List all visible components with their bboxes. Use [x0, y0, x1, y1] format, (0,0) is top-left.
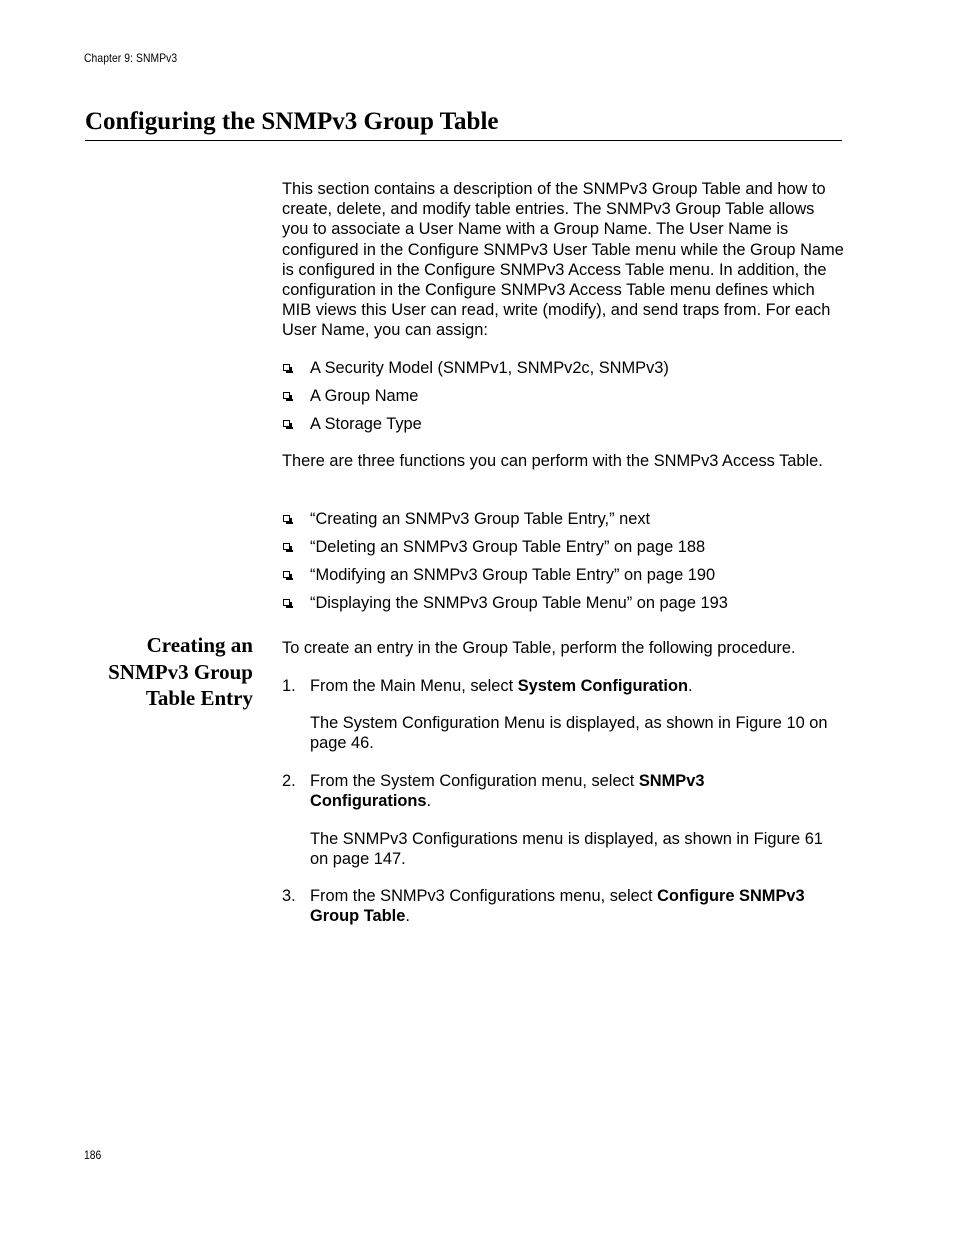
functions-list	[282, 509, 844, 621]
step-number: 3.	[282, 887, 296, 905]
page-title: Configuring the SNMPv3 Group Table	[85, 108, 499, 135]
list-item	[282, 386, 844, 414]
menu-option: SNMPv3 Configurations	[310, 772, 705, 811]
checkbox-bullet-icon	[283, 543, 290, 550]
list-item-text: A Storage Type	[310, 415, 422, 433]
section-heading-line: Table Entry	[145, 686, 253, 710]
checkbox-bullet-icon	[283, 392, 290, 399]
section-intro-text: To create an entry in the Group Table, perform the following procedure.	[282, 639, 796, 657]
step-text: From the System Configuration menu, select SNMPv3 Configurations.	[310, 772, 705, 811]
menu-option: System Configuration	[517, 677, 688, 695]
page-number: 186	[84, 1148, 102, 1162]
section-heading-line: SNMPv3 Group	[108, 659, 253, 684]
step-1-note: The System Configuration Menu is displayed, as shown in Figure 10 on page 46.	[310, 714, 828, 753]
section-heading	[60, 632, 253, 712]
function-link[interactable]: “Creating an SNMPv3 Group Table Entry,” next	[310, 510, 651, 528]
intro-paragraph	[282, 179, 844, 341]
checkbox-bullet-icon	[283, 515, 290, 522]
checkbox-bullet-icon	[283, 420, 290, 427]
assign-list	[282, 358, 844, 442]
step-text: From the Main Menu, select System Configuration.	[310, 677, 693, 695]
checkbox-bullet-icon	[283, 364, 290, 371]
list-item	[282, 537, 844, 565]
step-text: From the SNMPv3 Configurations menu, select Configure SNMPv3 Group Table.	[310, 887, 805, 926]
checkbox-bullet-icon	[283, 599, 290, 606]
list-item	[282, 414, 844, 442]
list-item	[282, 593, 844, 621]
functions-paragraph	[282, 451, 844, 471]
list-item	[282, 565, 844, 593]
list-item-text: A Security Model (SNMPv1, SNMPv2c, SNMPv3)	[310, 359, 669, 377]
step-2-note: The SNMPv3 Configurations menu is displayed, as shown in Figure 61 on page 147.	[310, 830, 823, 869]
section-intro	[282, 638, 844, 658]
intro-text: This section contains a description of the SNMPv3 Group Table and how to create, delete, and modify table entries. The SNMPv3 Group Table allows you to associate a User Name with a Group Name. The User Name is configured in the Configure SNMPv3 User Table menu while the Group Name is configured in the Configure SNMPv3 Access Table menu. In addition, the configuration in the Configure SNMPv3 Access Table menu defines which MIB views this User can read, write (modify), and send traps from. For each User Name, you can assign:	[282, 180, 844, 340]
step-number: 1.	[282, 677, 296, 695]
list-item	[282, 358, 844, 386]
checkbox-bullet-icon	[283, 571, 290, 578]
step-number: 2.	[282, 772, 296, 790]
list-item	[282, 509, 844, 537]
function-link[interactable]: “Deleting an SNMPv3 Group Table Entry” on page 188	[310, 538, 706, 556]
section-heading-line: Creating an	[146, 633, 253, 657]
function-link[interactable]: “Modifying an SNMPv3 Group Table Entry” on page 190	[310, 566, 716, 584]
list-item-text: A Group Name	[310, 387, 419, 405]
running-head: Chapter 9: SNMPv3	[84, 51, 178, 65]
menu-option: Configure SNMPv3 Group Table	[310, 887, 805, 926]
function-link[interactable]: “Displaying the SNMPv3 Group Table Menu” on page 193	[310, 594, 728, 612]
functions-text: There are three functions you can perform with the SNMPv3 Access Table.	[282, 452, 823, 470]
title-rule	[85, 140, 842, 141]
